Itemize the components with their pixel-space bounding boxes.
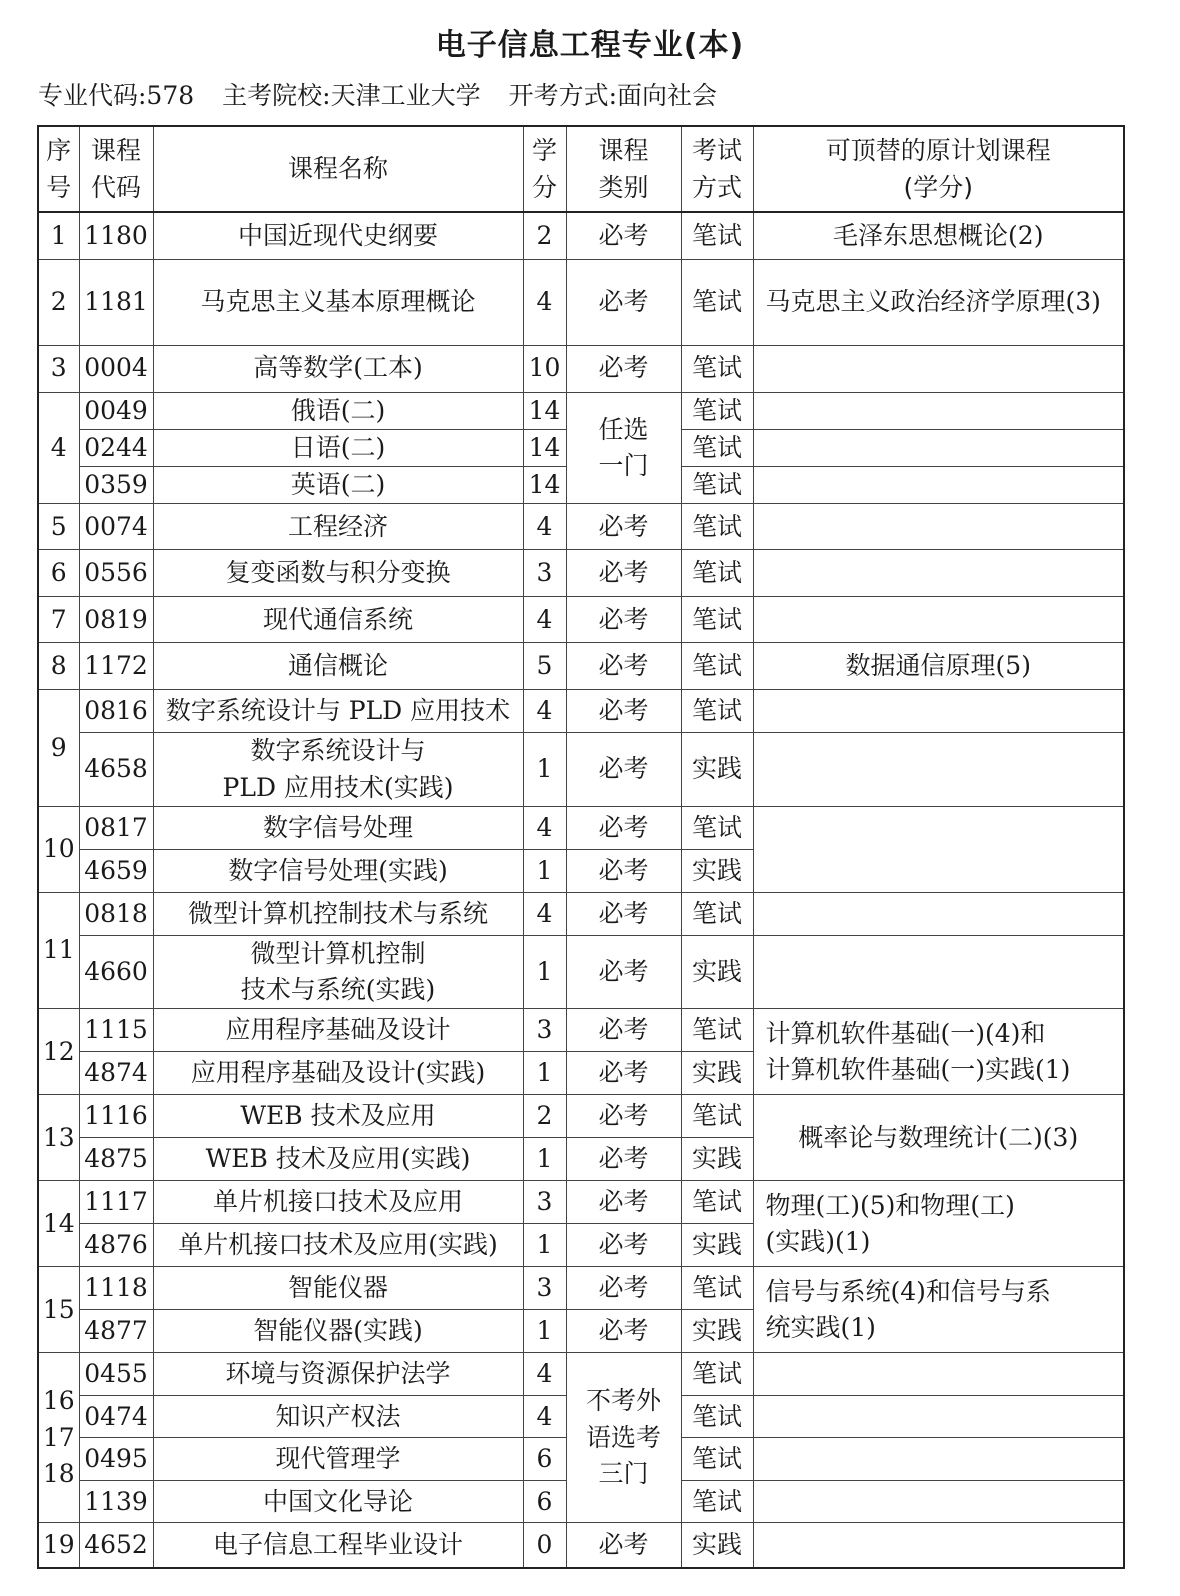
- cell-replace: [753, 1438, 1124, 1481]
- cell-name: 数字系统设计与 PLD 应用技术: [153, 690, 523, 733]
- cell-replace: [753, 597, 1124, 643]
- exam-school: 主考院校:天津工业大学: [222, 81, 481, 110]
- cell-exam: 笔试: [681, 597, 753, 643]
- cell-name: 俄语(二): [153, 392, 523, 429]
- cell-exam: 实践: [681, 1523, 753, 1568]
- cell-name: 电子信息工程毕业设计: [153, 1523, 523, 1568]
- cell-name: 英语(二): [153, 467, 523, 504]
- table-row: [38, 690, 1124, 733]
- cell-credit: 4: [523, 504, 566, 550]
- cell-exam: 笔试: [681, 345, 753, 392]
- cell-exam: 笔试: [681, 690, 753, 733]
- cell-code: 1139: [79, 1481, 153, 1523]
- cell-seq: 12: [38, 1009, 79, 1095]
- cell-type: 必考: [566, 504, 681, 550]
- cell-credit: 0: [523, 1523, 566, 1568]
- cell-type: 必考: [566, 1052, 681, 1095]
- cell-credit: 4: [523, 806, 566, 849]
- cell-credit: 4: [523, 259, 566, 345]
- cell-credit: 6: [523, 1481, 566, 1523]
- table-row: [38, 504, 1124, 550]
- cell-name: 智能仪器(实践): [153, 1310, 523, 1353]
- cell-exam: 实践: [681, 733, 753, 807]
- cell-credit: 4: [523, 1396, 566, 1438]
- cell-exam: 笔试: [681, 550, 753, 597]
- cell-code: 4876: [79, 1224, 153, 1267]
- table-row: [38, 392, 1124, 429]
- cell-name: 日语(二): [153, 429, 523, 466]
- cell-exam: 笔试: [681, 1438, 753, 1481]
- cell-exam: 笔试: [681, 806, 753, 849]
- cell-replace: [753, 429, 1124, 466]
- table-row: [38, 1095, 1124, 1138]
- cell-replace: [753, 892, 1124, 935]
- cell-replace: [753, 392, 1124, 429]
- table-row: [38, 597, 1124, 643]
- table-row: [38, 550, 1124, 597]
- cell-code: 4877: [79, 1310, 153, 1353]
- cell-type: 必考: [566, 1224, 681, 1267]
- cell-seq: 14: [38, 1181, 79, 1267]
- cell-code: 1172: [79, 643, 153, 690]
- cell-code: 0495: [79, 1438, 153, 1481]
- cell-exam: 笔试: [681, 643, 753, 690]
- cell-exam: 笔试: [681, 892, 753, 935]
- cell-type: 必考: [566, 550, 681, 597]
- cell-credit: 4: [523, 597, 566, 643]
- table-row: [38, 643, 1124, 690]
- cell-name: 高等数学(工本): [153, 345, 523, 392]
- cell-code: 0359: [79, 467, 153, 504]
- header-name: 课程名称: [153, 126, 523, 212]
- cell-type: 必考: [566, 1138, 681, 1181]
- cell-credit: 1: [523, 1224, 566, 1267]
- cell-name: 复变函数与积分变换: [153, 550, 523, 597]
- cell-credit: 1: [523, 1052, 566, 1095]
- cell-code: 0244: [79, 429, 153, 466]
- cell-code: 0816: [79, 690, 153, 733]
- cell-exam: 笔试: [681, 504, 753, 550]
- cell-name: 微型计算机控制 技术与系统(实践): [153, 935, 523, 1009]
- table-row: [38, 345, 1124, 392]
- cell-credit: 1: [523, 849, 566, 892]
- page-title: 电子信息工程专业(本): [435, 28, 745, 63]
- table-row: [38, 733, 1124, 807]
- cell-code: 0004: [79, 345, 153, 392]
- cell-exam: 实践: [681, 1052, 753, 1095]
- cell-credit: 4: [523, 1353, 566, 1396]
- cell-type: 必考: [566, 597, 681, 643]
- cell-exam: 实践: [681, 849, 753, 892]
- cell-code: 1115: [79, 1009, 153, 1052]
- cell-type: 必考: [566, 259, 681, 345]
- cell-name: 数字系统设计与 PLD 应用技术(实践): [153, 733, 523, 807]
- cell-replace: 数据通信原理(5): [753, 643, 1124, 690]
- cell-code: 1181: [79, 259, 153, 345]
- cell-type: 必考: [566, 1009, 681, 1052]
- header-type: 课程 类别: [566, 126, 681, 212]
- cell-replace: [753, 1353, 1124, 1396]
- cell-exam: 笔试: [681, 1181, 753, 1224]
- cell-replace: [753, 504, 1124, 550]
- cell-seq: 9: [38, 690, 79, 807]
- cell-seq: 2: [38, 259, 79, 345]
- cell-replace: 信号与系统(4)和信号与系 统实践(1): [753, 1267, 1124, 1353]
- cell-code: 0049: [79, 392, 153, 429]
- cell-name: 应用程序基础及设计: [153, 1009, 523, 1052]
- cell-type: 必考: [566, 935, 681, 1009]
- cell-type: 必考: [566, 212, 681, 259]
- cell-name: 数字信号处理: [153, 806, 523, 849]
- cell-name: 单片机接口技术及应用: [153, 1181, 523, 1224]
- cell-type: 必考: [566, 1523, 681, 1568]
- table-row: [38, 1353, 1124, 1396]
- header-code: 课程 代码: [79, 126, 153, 212]
- cell-code: 4658: [79, 733, 153, 807]
- cell-type: 必考: [566, 643, 681, 690]
- cell-exam: 实践: [681, 1224, 753, 1267]
- cell-credit: 1: [523, 935, 566, 1009]
- cell-exam: 笔试: [681, 467, 753, 504]
- table-row: [38, 212, 1124, 259]
- cell-name: 环境与资源保护法学: [153, 1353, 523, 1396]
- cell-exam: 实践: [681, 935, 753, 1009]
- cell-type: 必考: [566, 806, 681, 849]
- cell-seq: 1: [38, 212, 79, 259]
- table-row: [38, 806, 1124, 849]
- table-row: [38, 1523, 1124, 1568]
- course-table-body: [38, 212, 1124, 1568]
- cell-name: 单片机接口技术及应用(实践): [153, 1224, 523, 1267]
- cell-replace: 概率论与数理统计(二)(3): [753, 1095, 1124, 1181]
- cell-credit: 10: [523, 345, 566, 392]
- major-meta: [38, 76, 745, 112]
- cell-name: 通信概论: [153, 643, 523, 690]
- cell-replace: [753, 1523, 1124, 1568]
- cell-credit: 3: [523, 550, 566, 597]
- cell-code: 0556: [79, 550, 153, 597]
- header-exam: 考试 方式: [681, 126, 753, 212]
- cell-type: 必考: [566, 849, 681, 892]
- cell-seq: 5: [38, 504, 79, 550]
- cell-seq: 19: [38, 1523, 79, 1568]
- cell-exam: 笔试: [681, 1396, 753, 1438]
- cell-name: WEB 技术及应用: [153, 1095, 523, 1138]
- cell-name: 知识产权法: [153, 1396, 523, 1438]
- cell-name: 数字信号处理(实践): [153, 849, 523, 892]
- cell-exam: 笔试: [681, 1353, 753, 1396]
- cell-name: 智能仪器: [153, 1267, 523, 1310]
- cell-replace: [753, 935, 1124, 1009]
- cell-code: 0818: [79, 892, 153, 935]
- cell-credit: 4: [523, 690, 566, 733]
- cell-credit: 14: [523, 467, 566, 504]
- cell-code: 4660: [79, 935, 153, 1009]
- cell-code: 4659: [79, 849, 153, 892]
- cell-name: 现代通信系统: [153, 597, 523, 643]
- cell-type: 不考外 语选考 三门: [566, 1353, 681, 1523]
- cell-exam: 实践: [681, 1310, 753, 1353]
- course-table: [37, 125, 1125, 1569]
- cell-type: 必考: [566, 1267, 681, 1310]
- cell-credit: 1: [523, 1138, 566, 1181]
- cell-exam: 笔试: [681, 1481, 753, 1523]
- major-code: 专业代码:578: [38, 81, 195, 110]
- cell-seq: 4: [38, 392, 79, 504]
- cell-replace: 物理(工)(5)和物理(工) (实践)(1): [753, 1181, 1124, 1267]
- cell-exam: 笔试: [681, 1095, 753, 1138]
- cell-credit: 3: [523, 1009, 566, 1052]
- cell-replace: [753, 345, 1124, 392]
- cell-exam: 实践: [681, 1138, 753, 1181]
- cell-seq: 11: [38, 892, 79, 1009]
- cell-code: 0455: [79, 1353, 153, 1396]
- cell-code: 1117: [79, 1181, 153, 1224]
- cell-credit: 3: [523, 1267, 566, 1310]
- cell-replace: 马克思主义政治经济学原理(3): [753, 259, 1124, 345]
- cell-exam: 笔试: [681, 259, 753, 345]
- cell-type: 必考: [566, 892, 681, 935]
- cell-name: 应用程序基础及设计(实践): [153, 1052, 523, 1095]
- cell-name: 中国文化导论: [153, 1481, 523, 1523]
- cell-credit: 2: [523, 1095, 566, 1138]
- cell-type: 必考: [566, 1095, 681, 1138]
- cell-seq: 7: [38, 597, 79, 643]
- cell-exam: 笔试: [681, 1009, 753, 1052]
- table-row: [38, 1181, 1124, 1224]
- cell-type: 必考: [566, 1310, 681, 1353]
- cell-name: 中国近现代史纲要: [153, 212, 523, 259]
- cell-code: 0074: [79, 504, 153, 550]
- cell-credit: 1: [523, 733, 566, 807]
- table-row: [38, 935, 1124, 1009]
- cell-name: 微型计算机控制技术与系统: [153, 892, 523, 935]
- cell-replace: [753, 550, 1124, 597]
- header-seq: 序 号: [38, 126, 79, 212]
- cell-credit: 14: [523, 392, 566, 429]
- table-header-row: [38, 126, 1124, 212]
- cell-type: 必考: [566, 733, 681, 807]
- cell-code: 0817: [79, 806, 153, 849]
- cell-replace: [753, 467, 1124, 504]
- cell-exam: 笔试: [681, 392, 753, 429]
- cell-replace: [753, 690, 1124, 733]
- cell-code: 4652: [79, 1523, 153, 1568]
- cell-replace: [753, 1396, 1124, 1438]
- cell-credit: 3: [523, 1181, 566, 1224]
- cell-replace: 计算机软件基础(一)(4)和 计算机软件基础(一)实践(1): [753, 1009, 1124, 1095]
- cell-name: WEB 技术及应用(实践): [153, 1138, 523, 1181]
- cell-replace: 毛泽东思想概论(2): [753, 212, 1124, 259]
- cell-exam: 笔试: [681, 212, 753, 259]
- exam-mode: 开考方式:面向社会: [508, 81, 718, 110]
- header-credit: 学 分: [523, 126, 566, 212]
- cell-code: 0474: [79, 1396, 153, 1438]
- cell-name: 马克思主义基本原理概论: [153, 259, 523, 345]
- cell-seq: 6: [38, 550, 79, 597]
- cell-exam: 笔试: [681, 429, 753, 466]
- cell-seq: 13: [38, 1095, 79, 1181]
- cell-seq: 8: [38, 643, 79, 690]
- cell-seq: 3: [38, 345, 79, 392]
- table-row: [38, 1009, 1124, 1052]
- cell-code: 4874: [79, 1052, 153, 1095]
- cell-credit: 5: [523, 643, 566, 690]
- cell-replace: [753, 733, 1124, 807]
- table-row: [38, 259, 1124, 345]
- cell-replace: [753, 1481, 1124, 1523]
- cell-credit: 4: [523, 892, 566, 935]
- cell-name: 现代管理学: [153, 1438, 523, 1481]
- cell-code: 4875: [79, 1138, 153, 1181]
- cell-credit: 2: [523, 212, 566, 259]
- cell-credit: 14: [523, 429, 566, 466]
- cell-code: 1180: [79, 212, 153, 259]
- cell-type: 必考: [566, 1181, 681, 1224]
- cell-exam: 笔试: [681, 1267, 753, 1310]
- cell-credit: 1: [523, 1310, 566, 1353]
- cell-code: 0819: [79, 597, 153, 643]
- table-row: [38, 892, 1124, 935]
- cell-code: 1116: [79, 1095, 153, 1138]
- cell-replace: [753, 806, 1124, 892]
- header-replace: 可顶替的原计划课程 (学分): [753, 126, 1124, 212]
- cell-code: 1118: [79, 1267, 153, 1310]
- cell-type: 必考: [566, 690, 681, 733]
- cell-type: 任选 一门: [566, 392, 681, 504]
- cell-seq: 15: [38, 1267, 79, 1353]
- table-row: [38, 1267, 1124, 1310]
- cell-type: 必考: [566, 345, 681, 392]
- cell-name: 工程经济: [153, 504, 523, 550]
- cell-seq: 16 17 18: [38, 1353, 79, 1523]
- cell-credit: 6: [523, 1438, 566, 1481]
- cell-seq: 10: [38, 806, 79, 892]
